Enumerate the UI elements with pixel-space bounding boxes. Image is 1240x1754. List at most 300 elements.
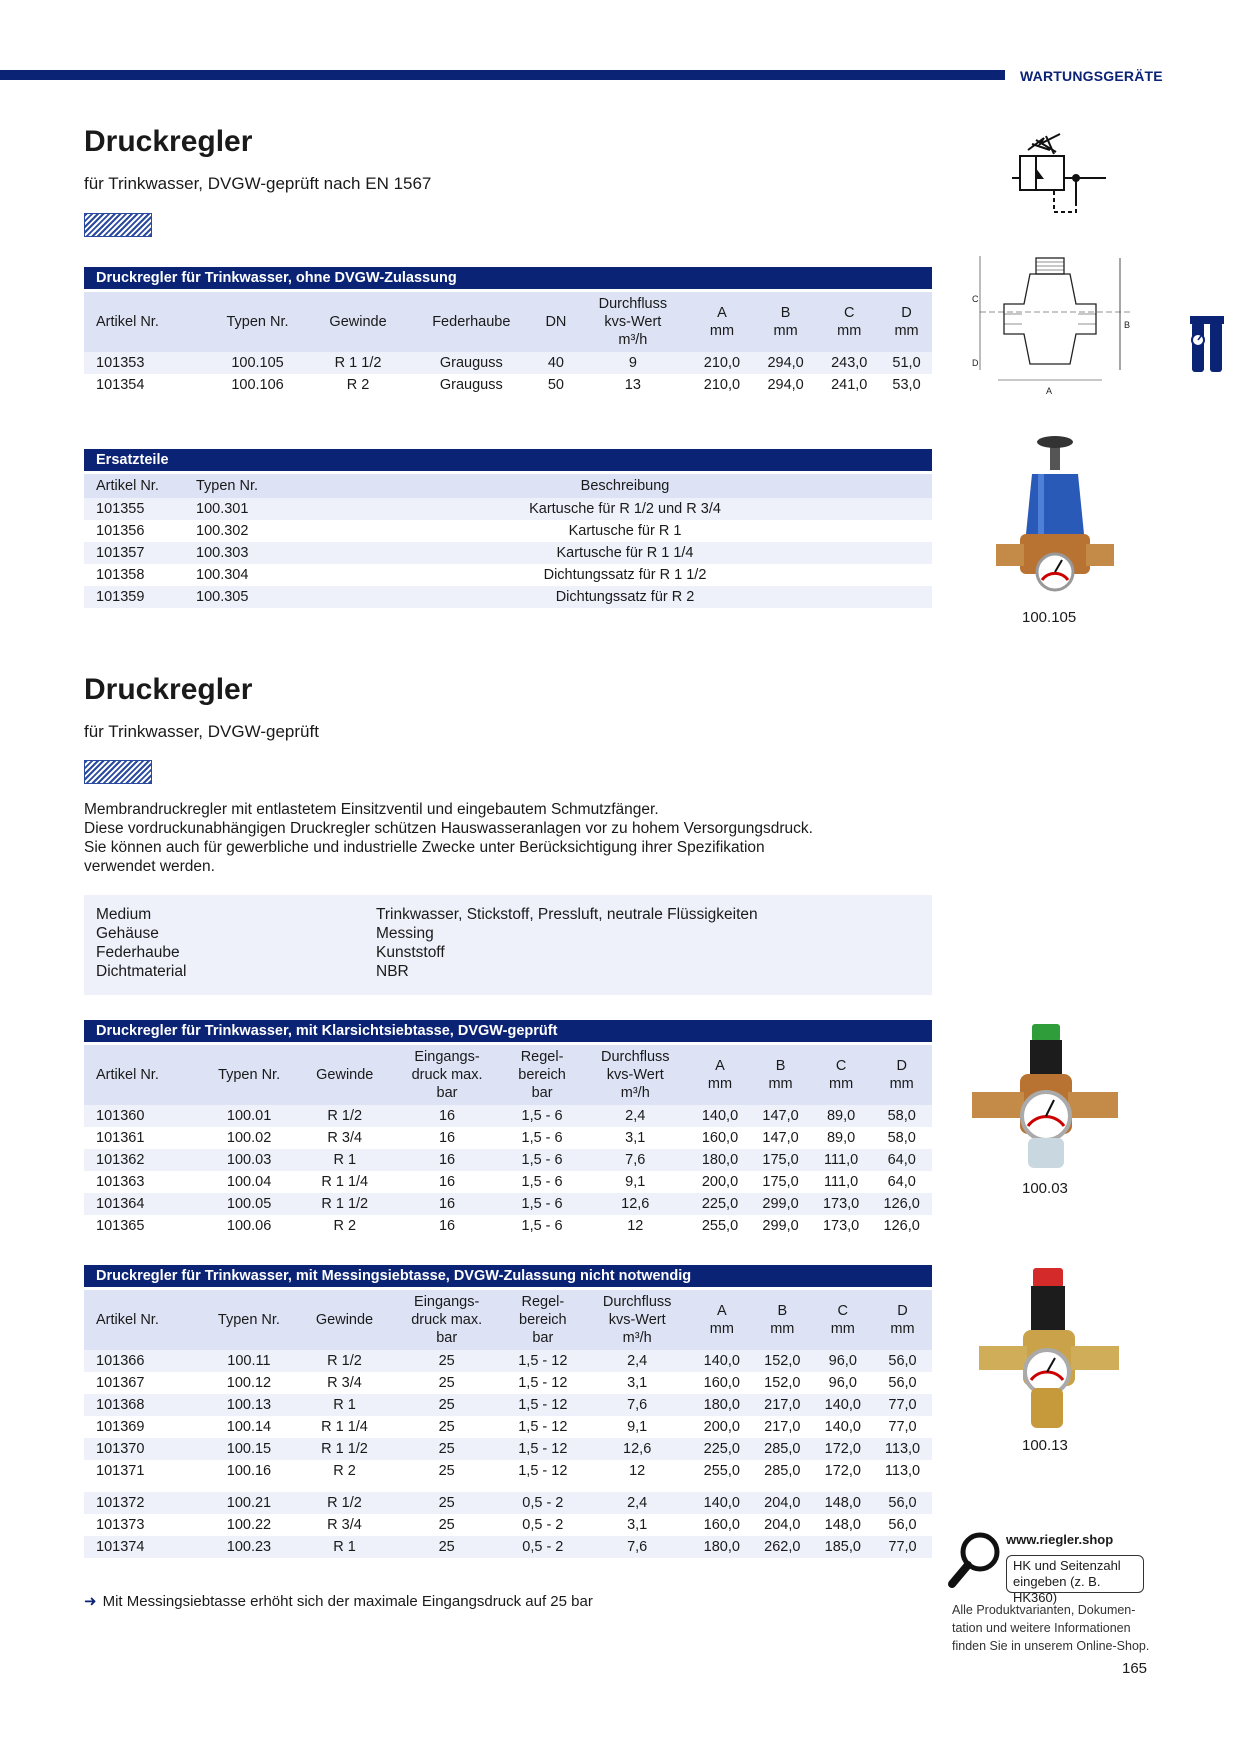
properties-box [84, 895, 932, 995]
table-cell: R 1 1/2 [299, 1438, 391, 1460]
table-cell: 126,0 [871, 1193, 932, 1215]
table-cell: 185,0 [813, 1536, 873, 1558]
table-messingsiebtasse [84, 1265, 932, 1558]
dvgw-logo [84, 213, 152, 237]
table-cell: 12 [583, 1460, 692, 1482]
table-cell: 160,0 [690, 1127, 751, 1149]
table-row [84, 1460, 932, 1482]
table-cell: R 1/2 [299, 1350, 391, 1372]
description-line: Diese vordruckunabhängigen Druckregler schützen Hauswasseranlagen vor zu hohem Versorgungsdruck. [84, 820, 813, 837]
table-cell: 16 [391, 1193, 504, 1215]
table-cell: 25 [390, 1372, 502, 1394]
column-header: Eingangs- druck max. bar [391, 1045, 504, 1105]
table-cell: 100.302 [184, 520, 318, 542]
table-cell: R 1 [299, 1394, 391, 1416]
table-cell: 2,4 [583, 1350, 692, 1372]
table-cell: 140,0 [690, 1105, 751, 1127]
table-cell: 101362 [84, 1149, 199, 1171]
column-header: D mm [881, 292, 932, 352]
column-header: Gewinde [299, 1045, 391, 1105]
table-cell: R 3/4 [299, 1372, 391, 1394]
table-separator [84, 1482, 932, 1492]
shop-info-line: Alle Produktvarianten, Dokumen- [952, 1603, 1136, 1617]
table-cell: 56,0 [873, 1492, 932, 1514]
table-cell: 101372 [84, 1492, 199, 1514]
table-cell: 204,0 [752, 1514, 812, 1536]
table-ersatzteile [84, 449, 932, 608]
table-cell: 56,0 [873, 1372, 932, 1394]
table-cell: 1,5 - 6 [503, 1127, 580, 1149]
table-row [84, 542, 932, 564]
page-number: 165 [1122, 1660, 1148, 1677]
table-cell: 299,0 [750, 1215, 811, 1237]
column-header: B mm [752, 1290, 812, 1350]
table-cell: R 1 1/4 [299, 1416, 391, 1438]
category-label: WARTUNGSGERÄTE [1020, 68, 1163, 84]
table-cell: 113,0 [873, 1438, 932, 1460]
table-cell: 100.305 [184, 586, 318, 608]
column-header: A mm [692, 1290, 752, 1350]
table-row [84, 1215, 932, 1237]
table-cell: 64,0 [871, 1171, 932, 1193]
table-row [84, 1350, 932, 1372]
table-cell: 180,0 [690, 1149, 751, 1171]
table-cell: 100.11 [199, 1350, 298, 1372]
table-cell: 25 [390, 1438, 502, 1460]
table-cell: 101358 [84, 564, 184, 586]
table-cell: 1,5 - 12 [503, 1438, 583, 1460]
column-header: C mm [811, 1045, 872, 1105]
table-cell: 0,5 - 2 [503, 1492, 583, 1514]
section2-subtitle: für Trinkwasser, DVGW-geprüft [84, 722, 319, 741]
table-row [84, 374, 932, 396]
column-header: Eingangs- druck max. bar [390, 1290, 502, 1350]
table-cell: 1,5 - 6 [503, 1149, 580, 1171]
table-cell: 12 [581, 1215, 690, 1237]
table-cell: 294,0 [754, 374, 818, 396]
column-header: Regel- bereich bar [503, 1045, 580, 1105]
column-header: B mm [754, 292, 818, 352]
table-cell: 1,5 - 6 [503, 1105, 580, 1127]
table-cell: 101371 [84, 1460, 199, 1482]
shop-info-line: finden Sie in unserem Online-Shop. [952, 1639, 1150, 1653]
table-cell: R 1 [299, 1149, 391, 1171]
table-cell: 1,5 - 12 [503, 1394, 583, 1416]
table-cell: 100.04 [199, 1171, 298, 1193]
product-caption: 100.03 [1022, 1180, 1068, 1197]
table-row [84, 1105, 932, 1127]
product-description [84, 800, 934, 876]
table-cell: 147,0 [750, 1127, 811, 1149]
table-header-row [84, 1045, 932, 1105]
table-cell: 140,0 [692, 1492, 752, 1514]
table-cell: 25 [390, 1536, 502, 1558]
table-cell: 1,5 - 6 [503, 1215, 580, 1237]
table-cell: 100.301 [184, 498, 318, 520]
table-cell: 101365 [84, 1215, 199, 1237]
table-cell: 3,1 [581, 1127, 690, 1149]
table-cell: 16 [391, 1215, 504, 1237]
table-cell: 1,5 - 12 [503, 1350, 583, 1372]
product-photo-100-105 [990, 432, 1120, 614]
column-header: Artikel Nr. [84, 292, 205, 352]
table-cell: 152,0 [752, 1350, 812, 1372]
table-cell: 101368 [84, 1394, 199, 1416]
table-cell: 9,1 [581, 1171, 690, 1193]
footnote-text: Mit Messingsiebtasse erhöht sich der maximale Eingangsdruck auf 25 bar [102, 1593, 593, 1610]
table-cell: 25 [390, 1460, 502, 1482]
table-cell: 111,0 [811, 1149, 872, 1171]
table-row [84, 1171, 932, 1193]
table-cell: 285,0 [752, 1460, 812, 1482]
table-cell: 1,5 - 12 [503, 1460, 583, 1482]
table-cell: 101359 [84, 586, 184, 608]
table-cell: 89,0 [811, 1127, 872, 1149]
column-header: A mm [690, 292, 754, 352]
shop-hint-line: HK und Seitenzahl [1013, 1558, 1121, 1573]
table-cell: 13 [576, 374, 691, 396]
table-cell: 172,0 [813, 1438, 873, 1460]
table-row [84, 564, 932, 586]
table-cell: 148,0 [813, 1492, 873, 1514]
property-value: Trinkwasser, Stickstoff, Pressluft, neutrale Flüssigkeiten [376, 906, 758, 923]
table-row [84, 1394, 932, 1416]
table-cell: 225,0 [692, 1438, 752, 1460]
separator-cell [84, 1482, 932, 1492]
table-header-row [84, 1290, 932, 1350]
column-header: C mm [813, 1290, 873, 1350]
table-cell: 140,0 [813, 1394, 873, 1416]
table-cell: 100.23 [199, 1536, 298, 1558]
table-cell: 101374 [84, 1536, 199, 1558]
table-cell: Grauguss [406, 374, 536, 396]
table-cell: R 2 [310, 374, 407, 396]
table-cell: 100.21 [199, 1492, 298, 1514]
table-cell: 100.03 [199, 1149, 298, 1171]
table-cell: R 1/2 [299, 1105, 391, 1127]
column-header: D mm [873, 1290, 932, 1350]
dim-label-c: C [972, 294, 979, 304]
table-bar: Ersatzteile [84, 449, 932, 471]
table-cell: 77,0 [873, 1394, 932, 1416]
table-cell: 101364 [84, 1193, 199, 1215]
column-header: Typen Nr. [199, 1045, 298, 1105]
section1-title: Druckregler [84, 125, 253, 158]
table-cell: R 2 [299, 1460, 391, 1482]
product-photo-100-03 [970, 1020, 1120, 1180]
table-cell: 77,0 [873, 1416, 932, 1438]
table-cell: 101361 [84, 1127, 199, 1149]
column-header: Typen Nr. [205, 292, 309, 352]
table-cell: R 2 [299, 1215, 391, 1237]
table-cell: 12,6 [583, 1438, 692, 1460]
column-header: DN [536, 292, 575, 352]
table-cell: 113,0 [873, 1460, 932, 1482]
table-cell: 299,0 [750, 1193, 811, 1215]
table-cell: 40 [536, 352, 575, 374]
column-header: A mm [690, 1045, 751, 1105]
dim-label-a: A [1046, 386, 1053, 396]
table-row [84, 1514, 932, 1536]
table-klarsichtsiebtasse [84, 1020, 932, 1237]
table-cell: 147,0 [750, 1105, 811, 1127]
table-cell: 101370 [84, 1438, 199, 1460]
pressure-regulator-symbol-icon [1010, 130, 1120, 220]
table-bar: Druckregler für Trinkwasser, mit Messingsiebtasse, DVGW-Zulassung nicht notwendig [84, 1265, 932, 1287]
table-cell: 243,0 [817, 352, 881, 374]
table-cell: 255,0 [692, 1460, 752, 1482]
table-cell: 101360 [84, 1105, 199, 1127]
table-cell: 100.15 [199, 1438, 298, 1460]
table-cell: 16 [391, 1105, 504, 1127]
table-cell: R 1 1/2 [299, 1193, 391, 1215]
table-cell: 100.14 [199, 1416, 298, 1438]
table-cell: 25 [390, 1492, 502, 1514]
property-key: Dichtmaterial [96, 963, 187, 980]
arrow-right-icon: ➜ [84, 1593, 97, 1610]
table-cell: R 1 [299, 1536, 391, 1558]
table-cell: 255,0 [690, 1215, 751, 1237]
table-cell: Kartusche für R 1 [318, 520, 932, 542]
dim-label-b: B [1124, 320, 1131, 330]
table-row [84, 1193, 932, 1215]
table-cell: 1,5 - 6 [503, 1193, 580, 1215]
table-cell: 16 [391, 1171, 504, 1193]
column-header: Artikel Nr. [84, 1045, 199, 1105]
table-cell: 101373 [84, 1514, 199, 1536]
table-cell: 2,4 [583, 1492, 692, 1514]
table-cell: 160,0 [692, 1514, 752, 1536]
table-cell: 101367 [84, 1372, 199, 1394]
table-cell: 77,0 [873, 1536, 932, 1558]
table-cell: R 1 1/4 [299, 1171, 391, 1193]
column-header: Beschreibung [318, 474, 932, 498]
column-header: Gewinde [299, 1290, 391, 1350]
table-cell: 7,6 [583, 1536, 692, 1558]
table-cell: 101355 [84, 498, 184, 520]
table-cell: 101353 [84, 352, 205, 374]
header-bar [0, 70, 1005, 80]
description-line: Membrandruckregler mit entlastetem Einsitzventil und eingebautem Schmutzfänger. [84, 801, 659, 818]
table-cell: 100.06 [199, 1215, 298, 1237]
table-cell: 9,1 [583, 1416, 692, 1438]
description-line: verwendet werden. [84, 858, 215, 875]
data-table [84, 292, 932, 396]
column-header: Durchfluss kvs-Wert m³/h [581, 1045, 690, 1105]
table-cell: R 3/4 [299, 1127, 391, 1149]
table-row [84, 1438, 932, 1460]
column-header: Artikel Nr. [84, 474, 184, 498]
description-line: Sie können auch für gewerbliche und industrielle Zwecke unter Berücksichtigung ihrer Spezifikation [84, 839, 765, 856]
table-row [84, 586, 932, 608]
table-cell: 100.303 [184, 542, 318, 564]
table-cell: 96,0 [813, 1350, 873, 1372]
table-cell: 101363 [84, 1171, 199, 1193]
table-cell: Kartusche für R 1 1/4 [318, 542, 932, 564]
table-cell: 101356 [84, 520, 184, 542]
table-row [84, 498, 932, 520]
column-header: Federhaube [406, 292, 536, 352]
table-bar: Druckregler für Trinkwasser, ohne DVGW-Zulassung [84, 267, 932, 289]
table-cell: 0,5 - 2 [503, 1536, 583, 1558]
column-header: Typen Nr. [199, 1290, 298, 1350]
property-value: Kunststoff [376, 944, 445, 961]
dvgw-logo [84, 760, 152, 784]
table-cell: 16 [391, 1127, 504, 1149]
data-table [84, 474, 932, 608]
table-cell: 210,0 [690, 374, 754, 396]
table-cell: 3,1 [583, 1372, 692, 1394]
table-cell: 152,0 [752, 1372, 812, 1394]
table-cell: R 1 1/2 [310, 352, 407, 374]
product-caption: 100.13 [1022, 1437, 1068, 1454]
table-cell: 0,5 - 2 [503, 1514, 583, 1536]
table-cell: 25 [390, 1350, 502, 1372]
table-cell: 140,0 [692, 1350, 752, 1372]
table-cell: Dichtungssatz für R 2 [318, 586, 932, 608]
column-header: Gewinde [310, 292, 407, 352]
table-cell: 101354 [84, 374, 205, 396]
column-header: B mm [750, 1045, 811, 1105]
table-cell: 241,0 [817, 374, 881, 396]
table-cell: 16 [391, 1149, 504, 1171]
data-table [84, 1290, 932, 1558]
table-cell: 2,4 [581, 1105, 690, 1127]
shop-link[interactable]: www.riegler.shop [1006, 1532, 1114, 1547]
data-table [84, 1045, 932, 1237]
table-cell: 53,0 [881, 374, 932, 396]
table-cell: 64,0 [871, 1149, 932, 1171]
table-cell: 56,0 [873, 1514, 932, 1536]
property-key: Medium [96, 906, 152, 923]
table-cell: 3,1 [583, 1514, 692, 1536]
table-cell: 200,0 [692, 1416, 752, 1438]
table-cell: 50 [536, 374, 575, 396]
table-cell: 180,0 [692, 1394, 752, 1416]
table-cell: 173,0 [811, 1215, 872, 1237]
table-cell: 100.12 [199, 1372, 298, 1394]
section1-subtitle: für Trinkwasser, DVGW-geprüft nach EN 1567 [84, 174, 432, 193]
table-cell: 100.01 [199, 1105, 298, 1127]
table-cell: 100.16 [199, 1460, 298, 1482]
magnifier-icon [946, 1528, 1006, 1590]
table-cell: 56,0 [873, 1350, 932, 1372]
table-header-row [84, 474, 932, 498]
table-cell: 25 [390, 1514, 502, 1536]
table-cell: 100.02 [199, 1127, 298, 1149]
table-cell: 285,0 [752, 1438, 812, 1460]
table-cell: Dichtungssatz für R 1 1/2 [318, 564, 932, 586]
table-cell: 148,0 [813, 1514, 873, 1536]
table-cell: Grauguss [406, 352, 536, 374]
property-value: NBR [376, 963, 409, 980]
table-row [84, 1149, 932, 1171]
section2-title: Druckregler [84, 673, 253, 706]
table-cell: 217,0 [752, 1394, 812, 1416]
table-cell: 1,5 - 6 [503, 1171, 580, 1193]
table-cell: 101366 [84, 1350, 199, 1372]
table-cell: Kartusche für R 1/2 und R 3/4 [318, 498, 932, 520]
table-cell: 100.22 [199, 1514, 298, 1536]
table-cell: 9 [576, 352, 691, 374]
table-cell: 7,6 [581, 1149, 690, 1171]
table-row [84, 1536, 932, 1558]
table-ohne-dvgw [84, 267, 932, 396]
table-cell: 100.304 [184, 564, 318, 586]
column-header: D mm [871, 1045, 932, 1105]
table-row [84, 1127, 932, 1149]
shop-hint-line: eingeben (z. B. HK360) [1013, 1574, 1101, 1605]
dim-label-d: D [972, 358, 979, 368]
table-row [84, 1416, 932, 1438]
table-cell: 160,0 [692, 1372, 752, 1394]
table-cell: 1,5 - 12 [503, 1372, 583, 1394]
table-row [84, 1492, 932, 1514]
table-cell: 96,0 [813, 1372, 873, 1394]
column-header: Typen Nr. [184, 474, 318, 498]
table-cell: 172,0 [813, 1460, 873, 1482]
table-cell: 25 [390, 1416, 502, 1438]
column-header: C mm [817, 292, 881, 352]
table-row [84, 352, 932, 374]
product-caption: 100.105 [1022, 609, 1077, 626]
table-cell: 100.105 [205, 352, 309, 374]
table-cell: 204,0 [752, 1492, 812, 1514]
table-cell: 200,0 [690, 1171, 751, 1193]
maintenance-unit-tab-icon [1188, 312, 1228, 382]
table-cell: 217,0 [752, 1416, 812, 1438]
table-cell: 225,0 [690, 1193, 751, 1215]
shop-info [952, 1601, 1152, 1655]
table-cell: 58,0 [871, 1105, 932, 1127]
table-cell: 51,0 [881, 352, 932, 374]
table-bar: Druckregler für Trinkwasser, mit Klarsichtsiebtasse, DVGW-geprüft [84, 1020, 932, 1042]
table-cell: 111,0 [811, 1171, 872, 1193]
column-header: Artikel Nr. [84, 1290, 199, 1350]
table-cell: 1,5 - 12 [503, 1416, 583, 1438]
column-header: Durchfluss kvs-Wert m³/h [583, 1290, 692, 1350]
property-key: Federhaube [96, 944, 180, 961]
table-cell: 89,0 [811, 1105, 872, 1127]
table-cell: 175,0 [750, 1171, 811, 1193]
column-header: Regel- bereich bar [503, 1290, 583, 1350]
table-cell: 175,0 [750, 1149, 811, 1171]
table-cell: 180,0 [692, 1536, 752, 1558]
table-cell: 101357 [84, 542, 184, 564]
table-cell: 25 [390, 1394, 502, 1416]
table-row [84, 520, 932, 542]
shop-search-hint [1006, 1555, 1144, 1605]
table-cell: 12,6 [581, 1193, 690, 1215]
table-cell: 100.05 [199, 1193, 298, 1215]
table-cell: 100.13 [199, 1394, 298, 1416]
table-cell: 173,0 [811, 1193, 872, 1215]
table-cell: 58,0 [871, 1127, 932, 1149]
table-cell: 7,6 [583, 1394, 692, 1416]
table-cell: 140,0 [813, 1416, 873, 1438]
dimension-drawing-icon [970, 252, 1145, 412]
table-cell: 294,0 [754, 352, 818, 374]
table-cell: 100.106 [205, 374, 309, 396]
table-cell: 101369 [84, 1416, 199, 1438]
property-key: Gehäuse [96, 925, 159, 942]
column-header: Durchfluss kvs-Wert m³/h [576, 292, 691, 352]
shop-info-line: tation und weitere Informationen [952, 1621, 1131, 1635]
product-photo-100-13 [975, 1262, 1125, 1434]
table-cell: R 3/4 [299, 1514, 391, 1536]
table-row [84, 1372, 932, 1394]
table-cell: 210,0 [690, 352, 754, 374]
